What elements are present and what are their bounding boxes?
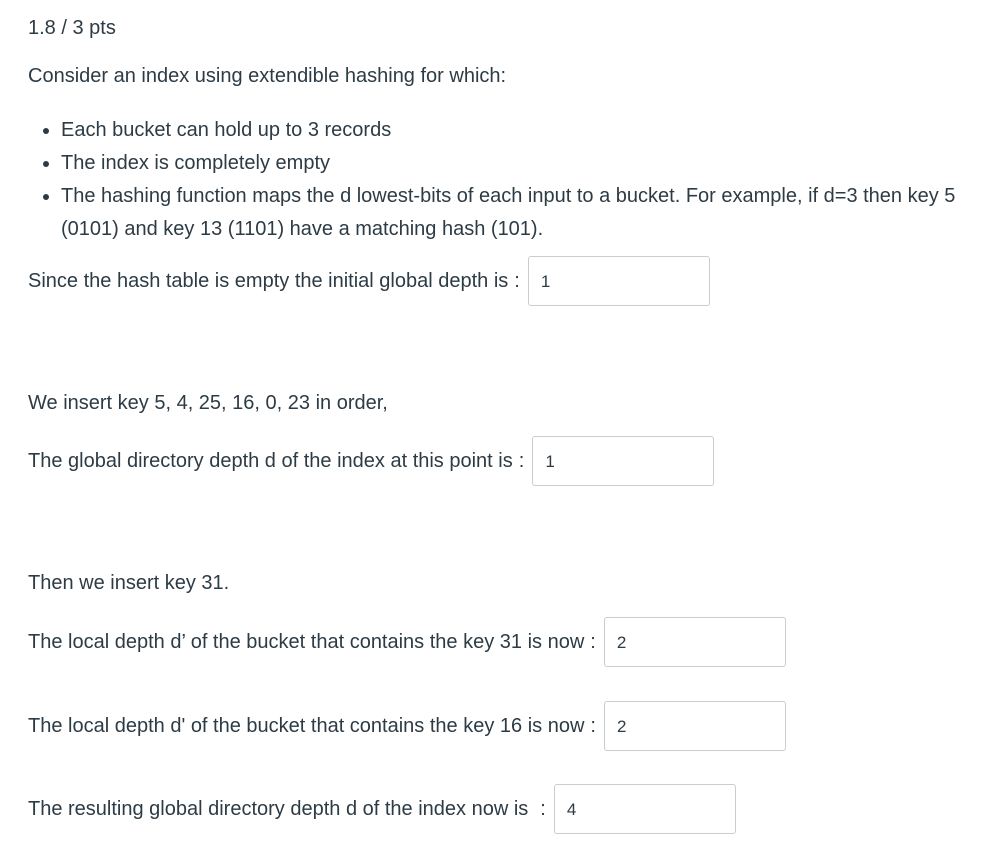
- question-intro: Consider an index using extendible hashing for which:: [28, 65, 507, 87]
- local-depth-16-answer-value: 2: [616, 717, 627, 736]
- local-depth-31-label: The local depth d’ of the bucket that contains the key 31 is now: [28, 630, 585, 653]
- local-depth-16-label: The local depth d' of the bucket that contains the key 16 is now: [28, 714, 585, 737]
- resulting-global-depth-answer-value: 4: [566, 800, 577, 819]
- resulting-global-depth-colon: :: [540, 797, 546, 820]
- local-depth-31-colon: :: [590, 630, 596, 653]
- resulting-global-depth-label: The resulting global directory depth d of the index now is: [28, 797, 529, 820]
- local-depth-16-question: [28, 701, 786, 751]
- resulting-global-depth-question: [28, 784, 736, 834]
- conditions-list: [28, 114, 981, 246]
- condition-bucket-capacity: • Each bucket can hold up to 3 records: [61, 114, 981, 147]
- quiz-question: [28, 0, 988, 862]
- resulting-global-depth-answer-field[interactable]: [554, 784, 736, 834]
- local-depth-31-answer-value: 2: [616, 633, 627, 652]
- condition-index-empty: • The index is completely empty: [61, 147, 981, 180]
- initial-depth-answer-field[interactable]: [528, 256, 710, 306]
- insert-statement-2: Then we insert key 31.: [28, 572, 230, 594]
- global-depth-question: [28, 436, 714, 486]
- initial-depth-question: [28, 256, 710, 306]
- condition-hash-function: • The hashing function maps the d lowest-bits of each input to a bucket. For example, if d=3 then key 5 (0101) and key 13 (1101) have a matching hash (101).: [61, 180, 981, 246]
- initial-depth-answer-value: 1: [540, 272, 551, 291]
- global-depth-answer-field[interactable]: [532, 436, 714, 486]
- local-depth-31-question: [28, 617, 786, 667]
- score-label: 1.8 / 3 pts: [28, 17, 116, 39]
- insert-statement-1: We insert key 5, 4, 25, 16, 0, 23 in order,: [28, 392, 388, 414]
- local-depth-16-colon: :: [590, 714, 596, 737]
- initial-depth-colon: :: [514, 269, 520, 292]
- global-depth-colon: :: [518, 449, 525, 472]
- global-depth-answer-value: 1: [545, 452, 555, 471]
- local-depth-31-answer-field[interactable]: [604, 617, 786, 667]
- local-depth-16-answer-field[interactable]: [604, 701, 786, 751]
- global-depth-label: The global directory depth d of the index at this point is: [28, 449, 513, 472]
- initial-depth-label: Since the hash table is empty the initial global depth is: [28, 269, 509, 292]
